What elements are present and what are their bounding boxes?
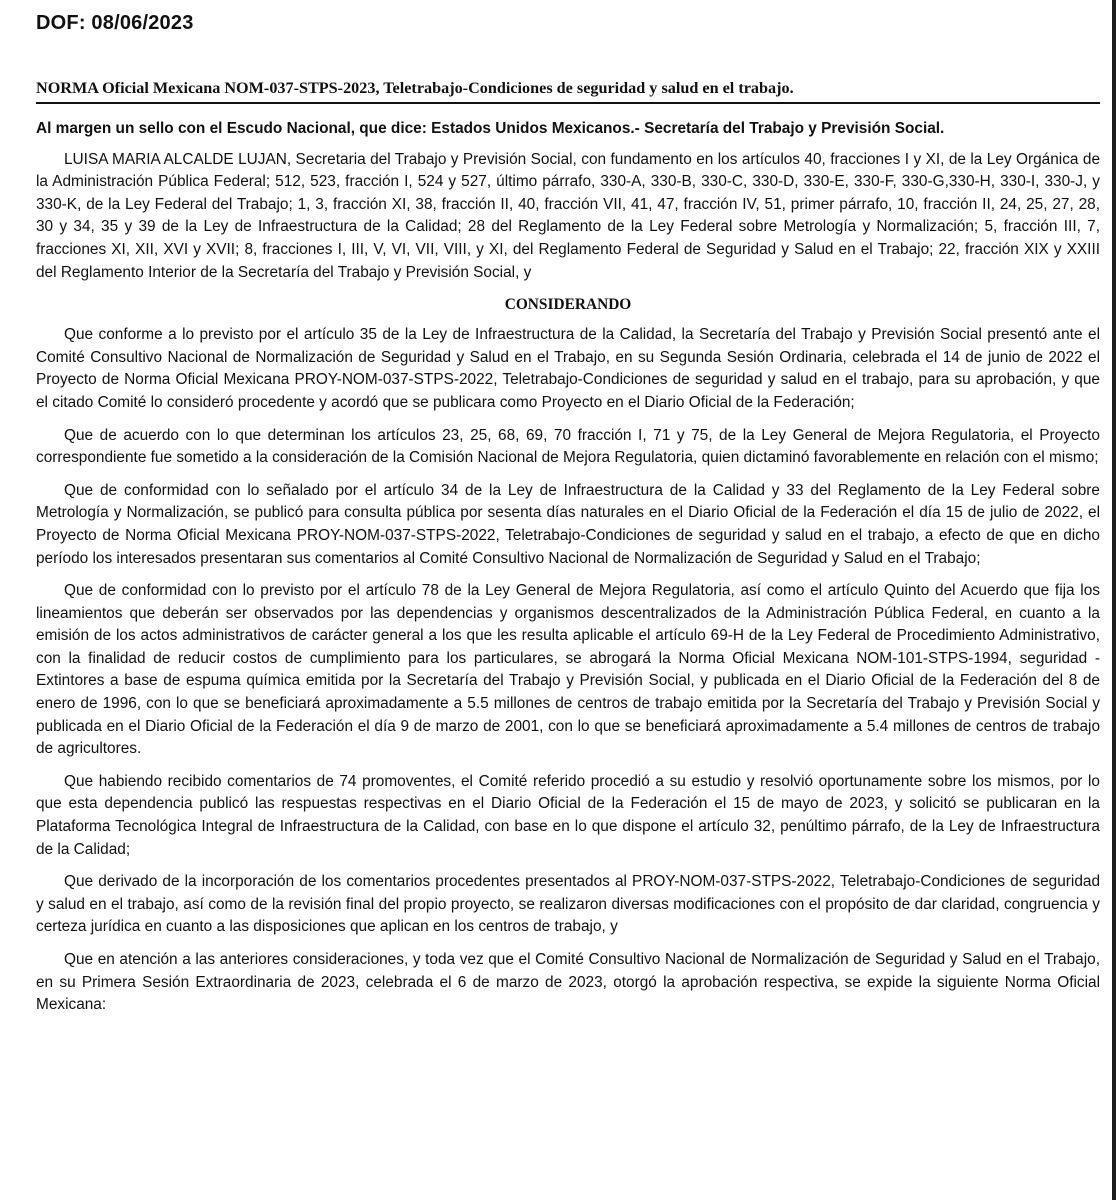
considerando-paragraph: Que de conformidad con lo previsto por el artículo 78 de la Ley General de Mejora Regulatoria, así como el artículo Quinto del Acuerdo que fija los lineamientos que deberán ser observados por las dependencias y organismos descentralizados de la Administración Pública Federal, en cuanto a la emisión de los actos administrativos de carácter general a los que les resulta aplicable el artículo 69-H de la Ley Federal de Procedimiento Administrativo, con la finalidad de reducir costos de cumplimiento para los particulares, se abrogará la Norma Oficial Mexicana NOM-101-STPS-1994, seguridad - Extintores a base de espuma química emitida por la Secretaría del Trabajo y Previsión Social, y publicada en el Diario Oficial de la Federación del 8 de enero de 1996, con lo que se beneficiará aproximadamente a 5.5 millones de centros de trabajo emitida por la Secretaría del Trabajo y Previsión Social y publicada en el Diario Oficial de la Federación el día 9 de marzo de 2001, con lo que se beneficiará aproximadamente a 5.4 millones de centros de trabajo de agricultores.: [36, 582, 1100, 758]
document-body: [36, 118, 1100, 1027]
considerando-paragraph: Que de acuerdo con lo que determinan los artículos 23, 25, 68, 69, 70 fracción I, 71 y 75, de la Ley General de Mejora Regulatoria, el Proyecto correspondiente fue sometido a la consideración de la Comisión Nacional de Mejora Regulatoria, quien dictaminó favorablemente en relación con el mismo;: [36, 426, 1100, 467]
norma-title: NORMA Oficial Mexicana NOM-037-STPS-2023, Teletrabajo-Condiciones de seguridad y salud en el trabajo.: [36, 78, 1100, 104]
considerando-paragraph: Que habiendo recibido comentarios de 74 promoventes, el Comité referido procedió a su estudio y resolvió oportunamente sobre los mismos, por lo que esta dependencia publicó las respuestas respectivas en el Diario Oficial de la Federación el 15 de mayo de 2023, y solicitó se publicaran en la Plataforma Tecnológica Integral de Infraestructura de la Calidad, con base en lo que dispone el artículo 32, penúltimo párrafo, de la Ley de Infraestructura de la Calidad;: [36, 772, 1100, 858]
considerando-paragraph: Que de conformidad con lo señalado por el artículo 34 de la Ley de Infraestructura de la Calidad y 33 del Reglamento de la Ley Federal sobre Metrología y Normalización, se publicó para consulta pública por sesenta días naturales en el Diario Oficial de la Federación el día 15 de julio de 2022, el Proyecto de Norma Oficial Mexicana PROY-NOM-037-STPS-2022, Teletrabajo-Condiciones de seguridad y salud en el trabajo, a efecto de que en dicho período los interesados presentaran sus comentarios al Comité Consultivo Nacional de Normalización de Seguridad y Salud en el Trabajo;: [36, 481, 1100, 567]
dof-date: DOF: 08/06/2023: [36, 12, 194, 34]
considerando-paragraph: Que derivado de la incorporación de los comentarios procedentes presentados al PROY-NOM-037-STPS-2022, Teletrabajo-Condiciones de seguridad y salud en el trabajo, así como de la revisión final del propio proyecto, se realizaron diversas modificaciones con el propósito de dar claridad, congruencia y certeza jurídica en cuanto a las disposiciones que aplican en los centros de trabajo, y: [36, 873, 1100, 936]
page-right-edge: [1112, 0, 1116, 1200]
considerando-heading: CONSIDERANDO: [504, 296, 632, 314]
considerando-paragraph: Que conforme a lo previsto por el artículo 35 de la Ley de Infraestructura de la Calidad, la Secretaría del Trabajo y Previsión Social presentó ante el Comité Consultivo Nacional de Normalización de Seguridad y Salud en el Trabajo, en su Segunda Sesión Ordinaria, celebrada el 14 de junio de 2022 el Proyecto de Norma Oficial Mexicana PROY-NOM-037-STPS-2022, Teletrabajo-Condiciones de seguridad y salud en el trabajo, para su aprobación, y que el citado Comité lo consideró procedente y acordó que se publicara como Proyecto en el Diario Oficial de la Federación;: [36, 326, 1100, 411]
preamble-paragraph: LUISA MARIA ALCALDE LUJAN, Secretaria del Trabajo y Previsión Social, con fundamento en los artículos 40, fracciones I y XI, de la Ley Orgánica de la Administración Pública Federal; 512, 523, fracción I, 524 y 527, último párrafo, 330-A, 330-B, 330-C, 330-D, 330-E, 330-F, 330-G,330-H, 330-I, 330-J, y 330-K, de la Ley Federal del Trabajo; 1, 3, fracción XI, 38, fracción II, 40, fracción VII, 41, 47, fracción IV, 51, primer párrafo, 10, fracción II, 24, 25, 27, 28, 30 y 34, 35 y 39 de la Ley de Infraestructura de la Calidad; 28 del Reglamento de la Ley Federal sobre Metrología y Normalización; 5, fracción III, 7, fracciones XI, XII, XVI y XVII; 8, fracciones I, III, V, VI, VII, VIII, y XI, del Reglamento Federal de Seguridad y Salud en el Trabajo; 22, fracción XIX y XXIII del Reglamento Interior de la Secretaría del Trabajo y Previsión Social, y: [36, 150, 1100, 281]
considerando-paragraph: Que en atención a las anteriores consideraciones, y toda vez que el Comité Consultivo Nacional de Normalización de Seguridad y Salud en el Trabajo, en su Primera Sesión Extraordinaria de 2023, celebrada el 6 de marzo de 2023, otorgó la aprobación respectiva, se expide la siguiente Norma Oficial Mexicana:: [36, 951, 1100, 1014]
seal-note: Al margen un sello con el Escudo Nacional, que dice: Estados Unidos Mexicanos.- Secretaría del Trabajo y Previsión Social.: [36, 120, 945, 137]
